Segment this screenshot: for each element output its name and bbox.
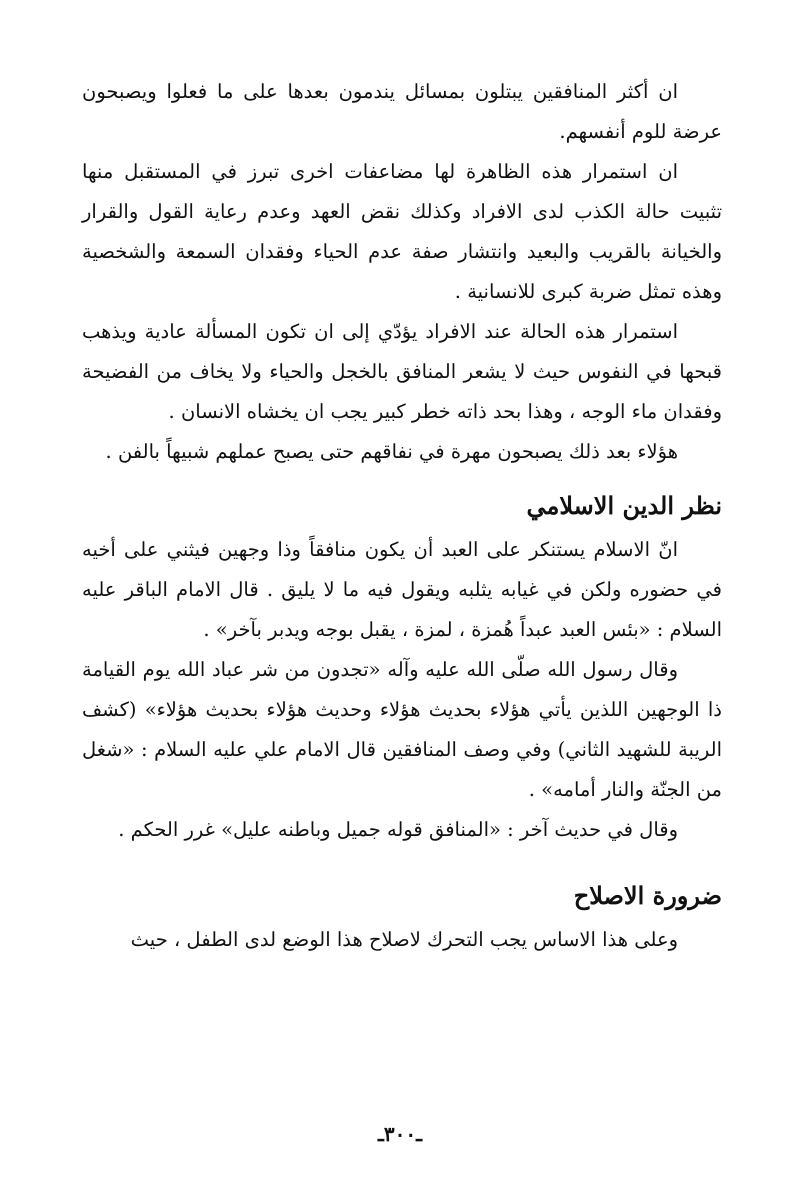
paragraph-islam-condemns: انّ الاسلام يستنكر على العبد أن يكون منافقاً وذا وجهين فيثني على أخيه في حضوره ولكن في غيابه يثلبه ويقول فيه ما لا يليق . قال الامام الباقر عليه السلام : «بئس العبد عبداً هُمزة ، لمزة ، يقبل بوجه ويدبر بآخر» . [82,538,722,641]
paragraph-another-hadith: وقال في حديث آخر : «المنافق قوله جميل وباطنه عليل» غرر الحكم . [118,818,678,841]
page-number: ـ٣٠٠ـ [378,1122,422,1146]
paragraph-skill: هؤلاء بعد ذلك يصبحون مهرة في نفاقهم حتى يصبح عملهم شبيهاً بالفن . [105,440,678,463]
paragraph-prophet-saying: وقال رسول الله صلّى الله عليه وآله «تجدون من شر عباد الله يوم القيامة ذا الوجهين اللذين يأتي هؤلاء بحديث هؤلاء وحديث هؤلاء بحديث هؤلاء» (كشف الريبة للشهيد الثاني) وفي وصف المنافقين قال الامام علي عليه السلام : «شغل من الجنّة والنار أمامه» . [82,658,722,801]
section-heading-islamic-view: نظر الدين الاسلامي [526,491,722,520]
paragraph-continuation: استمرار هذه الحالة عند الافراد يؤدّي إلى ان تكون المسألة عادية ويذهب قبحها في النفوس حيث لا يشعر المنافق بالخجل والحياء ولا يخاف من الفضيحة وفقدان ماء الوجه ، وهذا بحد ذاته خطر كبير يجب ان يخشاه الانسان . [82,320,722,423]
section-heading-reform-necessity: ضرورة الاصلاح [573,881,722,910]
document-page [82,72,722,960]
paragraph-consequences: ان أكثر المنافقين يبتلون بمسائل يندمون بعدها على ما فعلوا ويصبحون عرضة للوم أنفسهم. [82,80,722,143]
paragraph-reform: وعلى هذا الاساس يجب التحرك لاصلاح هذا الوضع لدى الطفل ، حيث [130,928,678,951]
paragraph-side-effects: ان استمرار هذه الظاهرة لها مضاعفات اخرى تبرز في المستقبل منها تثبيت حالة الكذب لدى الافراد وكذلك نقض العهد وعدم رعاية القول والقرار والخيانة بالقريب والبعيد وانتشار صفة عدم الحياء وفقدان السمعة والشخصية وهذه تمثل ضربة كبرى للانسانية . [82,160,722,303]
